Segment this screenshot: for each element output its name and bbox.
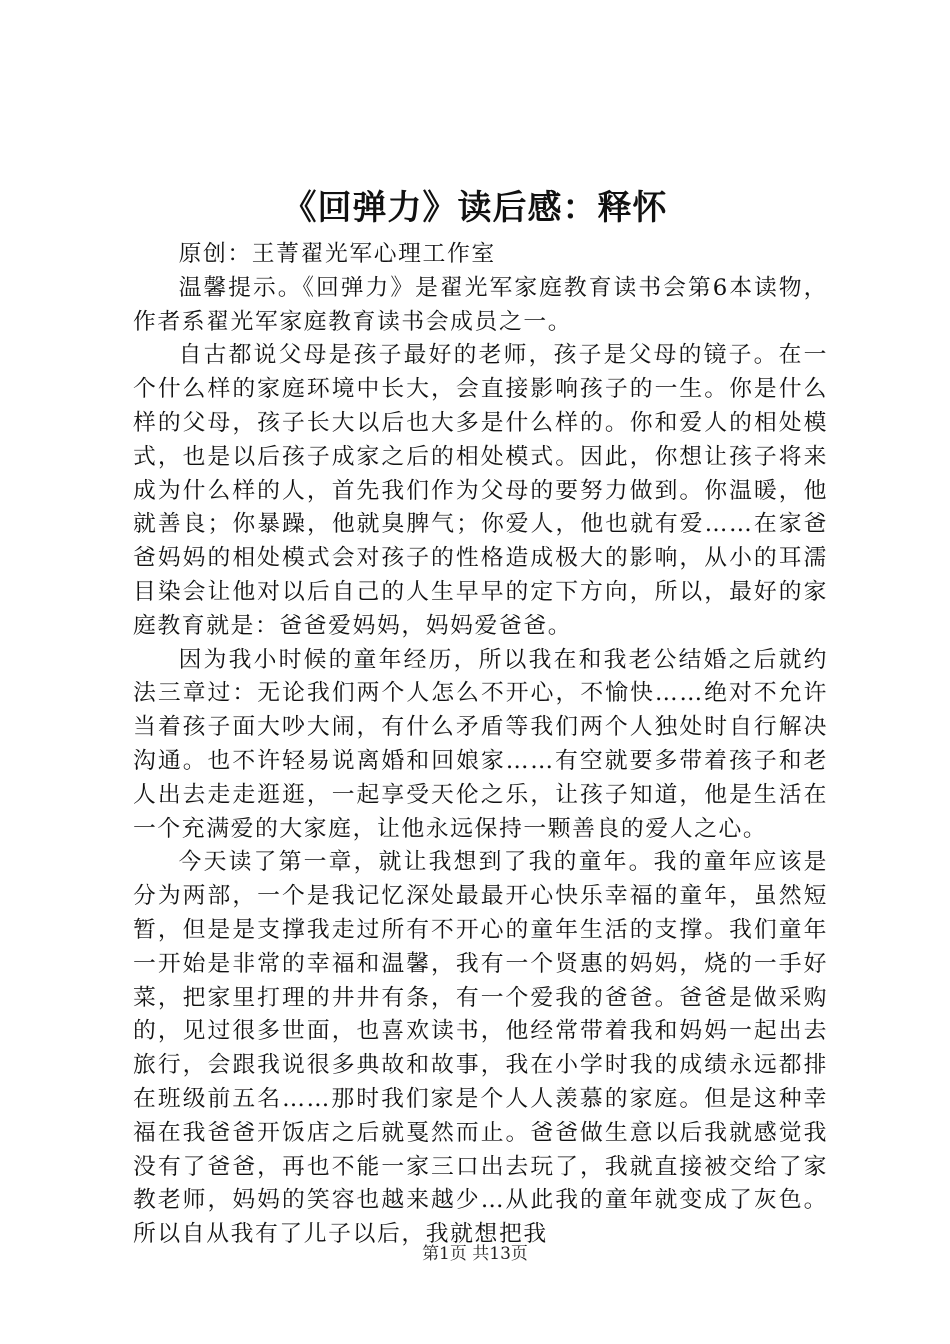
page-footer: 第1页 共13页: [422, 1244, 528, 1264]
document-body: [133, 238, 828, 1252]
notice-paragraph: 温馨提示。《回弹力》是翟光军家庭教育读书会第6本读物，作者系翟光军家庭教育读书会成员之一。: [133, 274, 828, 335]
body-paragraph: 今天读了第一章，就让我想到了我的童年。我的童年应该是分为两部，一个是我记忆深处最最开心快乐幸福的童年，虽然短暂，但是是支撑我走过所有不开心的童年生活的支撑。我们童年一开始是非常的幸福和温馨，我有一个贤惠的妈妈，烧的一手好菜，把家里打理的井井有条，有一个爱我的爸爸。爸爸是做采购的，见过很多世面，也喜欢读书，他经常带着我和妈妈一起出去旅行，会跟我说很多典故和故事，我在小学时我的成绩永远都排在班级前五名……那时我们家是个人人羡慕的家庭。但是这种幸福在我爸爸开饭店之后就戛然而止。爸爸做生意以后我就感觉我没有了爸爸，再也不能一家三口出去玩了，我就直接被交给了家教老师，妈妈的笑容也越来越少…从此我的童年就变成了灰色。所以自从我有了儿子以后，我就想把我: [133, 849, 828, 1248]
document-title: 《回弹力》读后感：释怀: [282, 188, 668, 228]
body-paragraph: 因为我小时候的童年经历，所以我在和我老公结婚之后就约法三章过：无论我们两个人怎么不开心，不愉快……绝对不允许当着孩子面大吵大闹，有什么矛盾等我们两个人独处时自行解决沟通。也不许轻易说离婚和回娘家……有空就要多带着孩子和老人出去走走逛逛，一起享受天伦之乐，让孩子知道，他是生活在一个充满爱的大家庭，让他永远保持一颗善良的爱人之心。: [133, 646, 828, 842]
body-paragraph: 自古都说父母是孩子最好的老师，孩子是父母的镜子。在一个什么样的家庭环境中长大，会直接影响孩子的一生。你是什么样的父母，孩子长大以后也大多是什么样的。你和爱人的相处模式，也是以后孩子成家之后的相处模式。因此，你想让孩子将来成为什么样的人，首先我们作为父母的要努力做到。你温暖，他就善良；你暴躁，他就臭脾气；你爱人，他也就有爱……在家爸爸妈妈的相处模式会对孩子的性格造成极大的影响，从小的耳濡目染会让他对以后自己的人生早早的定下方向，所以，最好的家庭教育就是：爸爸爱妈妈，妈妈爱爸爸。: [133, 342, 828, 639]
byline-paragraph: 原创：王菁翟光军心理工作室: [178, 241, 496, 267]
